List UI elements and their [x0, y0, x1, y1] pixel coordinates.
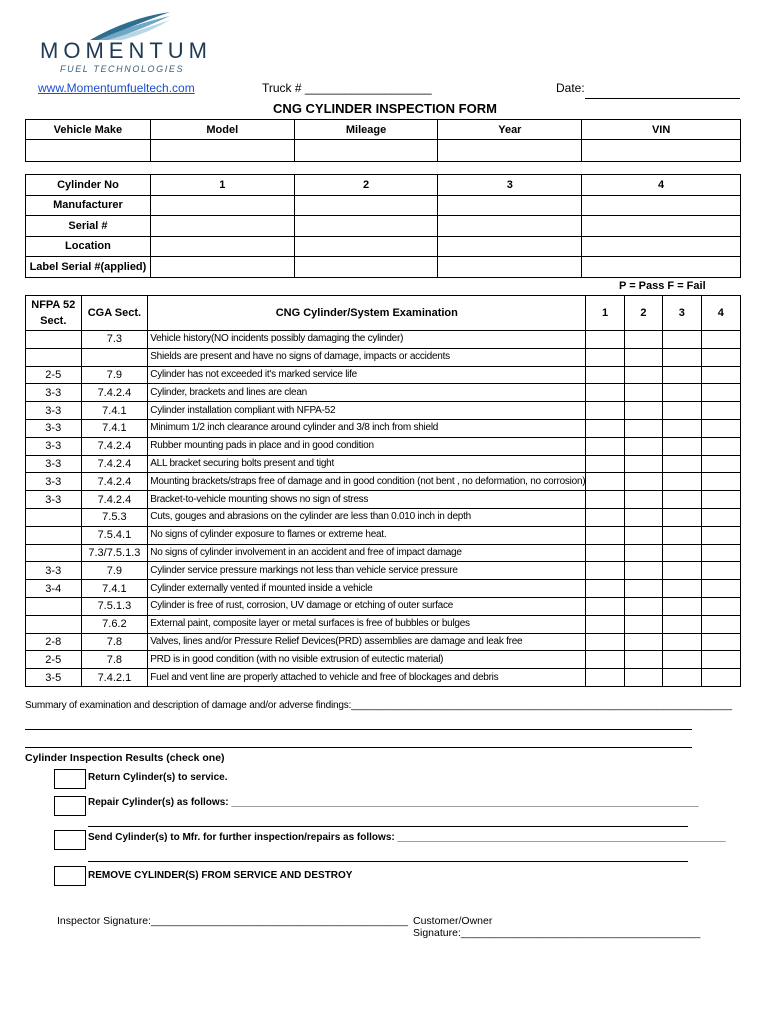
cylinder-cell[interactable] [438, 257, 582, 278]
summary-line[interactable] [25, 729, 692, 730]
cga-cell: 7.5.3 [81, 508, 148, 526]
cylinder-2-header: 2 [294, 175, 438, 196]
cga-cell [81, 348, 148, 366]
result-cell[interactable] [701, 419, 740, 437]
result-cell[interactable] [663, 419, 701, 437]
date-field[interactable] [585, 98, 740, 99]
col-1-header: 1 [586, 296, 624, 331]
cylinder-cell[interactable] [582, 195, 741, 216]
exam-row [26, 402, 741, 420]
result-cell[interactable] [586, 526, 624, 544]
exam-row [26, 615, 741, 633]
nfpa-cell: 3-3 [26, 491, 82, 509]
result-cell[interactable] [586, 473, 624, 491]
remove-checkbox[interactable] [54, 866, 86, 886]
exam-description: No signs of cylinder involvement in an accident and free of impact damage [148, 544, 586, 562]
exam-description: Mounting brackets/straps free of damage and in good condition (not bent , no deformation, no corrosion) [148, 473, 586, 491]
result-cell[interactable] [586, 419, 624, 437]
cylinder-cell[interactable] [150, 195, 294, 216]
result-cell[interactable] [701, 669, 740, 687]
cga-cell: 7.4.2.4 [81, 384, 148, 402]
result-cell[interactable] [586, 348, 624, 366]
result-cell[interactable] [624, 562, 662, 580]
exam-description: Cylinder, brackets and lines are clean [148, 384, 586, 402]
result-cell[interactable] [586, 615, 624, 633]
result-cell[interactable] [663, 508, 701, 526]
exam-row [26, 562, 741, 580]
cga-cell: 7.8 [81, 651, 148, 669]
result-cell[interactable] [624, 633, 662, 651]
cga-cell: 7.4.1 [81, 580, 148, 598]
result-cell[interactable] [701, 491, 740, 509]
result-cell[interactable] [701, 580, 740, 598]
result-cell[interactable] [663, 348, 701, 366]
cga-cell: 7.6.2 [81, 615, 148, 633]
remove-option: REMOVE CYLINDER(S) FROM SERVICE AND DESTROY [88, 870, 353, 881]
result-cell[interactable] [624, 651, 662, 669]
result-cell[interactable] [701, 473, 740, 491]
nfpa-cell [26, 597, 82, 615]
result-cell[interactable] [624, 669, 662, 687]
result-cell[interactable] [701, 366, 740, 384]
result-cell[interactable] [586, 597, 624, 615]
result-cell[interactable] [586, 562, 624, 580]
exam-description: Cylinder is free of rust, corrosion, UV damage or etching of outer surface [148, 597, 586, 615]
result-cell[interactable] [663, 562, 701, 580]
nfpa-cell [26, 331, 82, 349]
exam-header: CNG Cylinder/System Examination [148, 296, 586, 331]
exam-row [26, 508, 741, 526]
send-option: Send Cylinder(s) to Mfr. for further inspection/repairs as follows: ___________________________________________________________ [88, 832, 726, 843]
repair-option: Repair Cylinder(s) as follows: ____________________________________________________________________________________ [88, 797, 699, 808]
label-serial-label: Label Serial #(applied) [26, 257, 151, 278]
return-checkbox[interactable] [54, 769, 86, 789]
repair-checkbox[interactable] [54, 796, 86, 816]
cylinder-cell[interactable] [294, 236, 438, 257]
result-cell[interactable] [624, 508, 662, 526]
nfpa-cell: 2-5 [26, 366, 82, 384]
manufacturer-label: Manufacturer [26, 195, 151, 216]
form-title: CNG CYLINDER INSPECTION FORM [273, 101, 497, 116]
result-cell[interactable] [624, 402, 662, 420]
year-cell[interactable] [438, 140, 582, 162]
nfpa-cell: 3-5 [26, 669, 82, 687]
cga-cell: 7.4.2.4 [81, 491, 148, 509]
exam-row [26, 384, 741, 402]
result-cell[interactable] [624, 544, 662, 562]
exam-description: Cylinder has not exceeded it's marked service life [148, 366, 586, 384]
exam-row [26, 544, 741, 562]
cylinder-1-header: 1 [150, 175, 294, 196]
result-cell[interactable] [663, 437, 701, 455]
cylinder-table [25, 174, 741, 278]
vin-header: VIN [582, 120, 741, 140]
return-option: Return Cylinder(s) to service. [88, 772, 228, 783]
nfpa-cell [26, 508, 82, 526]
cga-cell: 7.4.1 [81, 402, 148, 420]
exam-description: Valves, lines and/or Pressure Relief Devices(PRD) assemblies are damage and leak free [148, 633, 586, 651]
exam-row [26, 580, 741, 598]
result-cell[interactable] [701, 331, 740, 349]
cga-cell: 7.9 [81, 366, 148, 384]
result-cell[interactable] [663, 669, 701, 687]
vehicle-make-header: Vehicle Make [26, 120, 151, 140]
nfpa-header: NFPA 52 Sect. [26, 296, 82, 331]
result-cell[interactable] [701, 633, 740, 651]
result-cell[interactable] [663, 331, 701, 349]
result-cell[interactable] [624, 366, 662, 384]
cylinder-cell[interactable] [582, 236, 741, 257]
exam-row [26, 473, 741, 491]
exam-table [25, 295, 741, 687]
serial-label: Serial # [26, 216, 151, 237]
result-cell[interactable] [701, 562, 740, 580]
result-cell[interactable] [701, 544, 740, 562]
mileage-header: Mileage [294, 120, 438, 140]
nfpa-cell: 3-3 [26, 473, 82, 491]
customer-signature[interactable]: Customer/Owner Signature:_________________________________________ [413, 915, 701, 939]
location-label: Location [26, 236, 151, 257]
nfpa-cell: 3-4 [26, 580, 82, 598]
result-cell[interactable] [586, 384, 624, 402]
logo-name: MOMENTUM [40, 38, 212, 63]
result-cell[interactable] [624, 348, 662, 366]
result-cell[interactable] [586, 580, 624, 598]
exam-description: Minimum 1/2 inch clearance around cylinder and 3/8 inch from shield [148, 419, 586, 437]
exam-description: Cylinder externally vented if mounted inside a vehicle [148, 580, 586, 598]
logo-subtitle: FUEL TECHNOLOGIES [60, 64, 185, 74]
result-cell[interactable] [624, 437, 662, 455]
send-line[interactable] [88, 861, 688, 862]
exam-description: PRD is in good condition (with no visible extrusion of eutectic material) [148, 651, 586, 669]
result-cell[interactable] [624, 473, 662, 491]
exam-row [26, 455, 741, 473]
exam-row [26, 437, 741, 455]
nfpa-cell [26, 526, 82, 544]
result-cell[interactable] [624, 384, 662, 402]
cylinder-4-header: 4 [582, 175, 741, 196]
exam-description: Cylinder installation compliant with NFPA-52 [148, 402, 586, 420]
exam-row [26, 669, 741, 687]
result-cell[interactable] [586, 508, 624, 526]
exam-row [26, 331, 741, 349]
date-label: Date: [556, 81, 585, 95]
pass-fail-legend: P = Pass F = Fail [619, 280, 706, 292]
result-cell[interactable] [701, 455, 740, 473]
cga-cell: 7.3 [81, 331, 148, 349]
cylinder-3-header: 3 [438, 175, 582, 196]
exam-description: Fuel and vent line are properly attached to vehicle and free of blockages and debris [148, 669, 586, 687]
cylinder-cell[interactable] [582, 257, 741, 278]
result-cell[interactable] [663, 633, 701, 651]
exam-description: Vehicle history(NO incidents possibly damaging the cylinder) [148, 331, 586, 349]
result-cell[interactable] [701, 384, 740, 402]
result-cell[interactable] [624, 331, 662, 349]
model-cell[interactable] [150, 140, 294, 162]
col-3-header: 3 [663, 296, 701, 331]
cga-cell: 7.8 [81, 633, 148, 651]
cylinder-cell[interactable] [150, 236, 294, 257]
exam-row [26, 526, 741, 544]
result-cell[interactable] [663, 651, 701, 669]
result-cell[interactable] [701, 651, 740, 669]
nfpa-cell: 2-5 [26, 651, 82, 669]
cga-cell: 7.4.2.4 [81, 437, 148, 455]
cylinder-cell[interactable] [150, 216, 294, 237]
cga-cell: 7.4.1 [81, 419, 148, 437]
exam-description: External paint, composite layer or metal surfaces is free of bubbles or bulges [148, 615, 586, 633]
cga-cell: 7.4.2.4 [81, 473, 148, 491]
result-cell[interactable] [663, 544, 701, 562]
result-cell[interactable] [586, 331, 624, 349]
summary-label: Summary of examination and description of damage and/or adverse findings:_______________________________________________________________________ [25, 700, 732, 711]
cylinder-cell[interactable] [582, 216, 741, 237]
exam-description: Cuts, gouges and abrasions on the cylinder are less than 0.010 inch in depth [148, 508, 586, 526]
cylinder-cell[interactable] [438, 236, 582, 257]
cga-cell: 7.3/7.5.1.3 [81, 544, 148, 562]
result-cell[interactable] [586, 402, 624, 420]
result-cell[interactable] [701, 437, 740, 455]
nfpa-cell [26, 348, 82, 366]
result-cell[interactable] [701, 615, 740, 633]
exam-row [26, 348, 741, 366]
inspector-signature[interactable]: Inspector Signature:____________________________________________ [57, 915, 408, 927]
result-cell[interactable] [586, 651, 624, 669]
result-cell[interactable] [624, 419, 662, 437]
result-cell[interactable] [701, 348, 740, 366]
exam-row [26, 419, 741, 437]
result-cell[interactable] [663, 615, 701, 633]
exam-description: Cylinder service pressure markings not less than vehicle service pressure [148, 562, 586, 580]
exam-description: Rubber mounting pads in place and in good condition [148, 437, 586, 455]
mileage-cell[interactable] [294, 140, 438, 162]
result-cell[interactable] [624, 526, 662, 544]
result-cell[interactable] [701, 597, 740, 615]
result-cell[interactable] [701, 402, 740, 420]
result-cell[interactable] [701, 508, 740, 526]
result-cell[interactable] [586, 544, 624, 562]
exam-description: No signs of cylinder exposure to flames or extreme heat. [148, 526, 586, 544]
result-cell[interactable] [663, 491, 701, 509]
result-cell[interactable] [586, 437, 624, 455]
result-cell[interactable] [663, 455, 701, 473]
exam-row [26, 597, 741, 615]
result-cell[interactable] [586, 455, 624, 473]
nfpa-cell: 3-3 [26, 384, 82, 402]
nfpa-cell: 3-3 [26, 419, 82, 437]
result-cell[interactable] [586, 669, 624, 687]
result-cell[interactable] [624, 615, 662, 633]
col-2-header: 2 [624, 296, 662, 331]
send-checkbox[interactable] [54, 830, 86, 850]
exam-description: Shields are present and have no signs of damage, impacts or accidents [148, 348, 586, 366]
result-cell[interactable] [624, 597, 662, 615]
cylinder-cell[interactable] [438, 216, 582, 237]
truck-field[interactable]: Truck # ___________________ [262, 81, 432, 95]
cylinder-cell[interactable] [294, 216, 438, 237]
results-title: Cylinder Inspection Results (check one) [25, 752, 225, 764]
result-cell[interactable] [701, 526, 740, 544]
nfpa-cell [26, 615, 82, 633]
nfpa-cell: 2-8 [26, 633, 82, 651]
cylinder-cell[interactable] [150, 257, 294, 278]
cylinder-cell[interactable] [294, 195, 438, 216]
year-header: Year [438, 120, 582, 140]
result-cell[interactable] [624, 580, 662, 598]
summary-line[interactable] [25, 747, 692, 748]
col-4-header: 4 [701, 296, 740, 331]
nfpa-cell: 3-3 [26, 562, 82, 580]
exam-row [26, 366, 741, 384]
result-cell[interactable] [663, 580, 701, 598]
exam-description: ALL bracket securing bolts present and tight [148, 455, 586, 473]
cga-cell: 7.4.2.4 [81, 455, 148, 473]
result-cell[interactable] [663, 366, 701, 384]
vehicle-table [25, 119, 741, 162]
cylinder-no-header: Cylinder No [26, 175, 151, 196]
cga-cell: 7.5.4.1 [81, 526, 148, 544]
cga-header: CGA Sect. [81, 296, 148, 331]
result-cell[interactable] [663, 526, 701, 544]
cylinder-cell[interactable] [438, 195, 582, 216]
result-cell[interactable] [624, 491, 662, 509]
vehicle-make-cell[interactable] [26, 140, 151, 162]
vin-cell[interactable] [582, 140, 741, 162]
result-cell[interactable] [663, 597, 701, 615]
cga-cell: 7.4.2.1 [81, 669, 148, 687]
result-cell[interactable] [663, 384, 701, 402]
model-header: Model [150, 120, 294, 140]
nfpa-cell [26, 544, 82, 562]
nfpa-cell: 3-3 [26, 455, 82, 473]
nfpa-cell: 3-3 [26, 437, 82, 455]
cylinder-cell[interactable] [294, 257, 438, 278]
exam-description: Bracket-to-vehicle mounting shows no sign of stress [148, 491, 586, 509]
website-link[interactable]: www.Momentumfueltech.com [38, 81, 195, 95]
result-cell[interactable] [586, 366, 624, 384]
result-cell[interactable] [624, 455, 662, 473]
nfpa-cell: 3-3 [26, 402, 82, 420]
result-cell[interactable] [663, 473, 701, 491]
exam-row [26, 491, 741, 509]
exam-row [26, 633, 741, 651]
repair-line[interactable] [88, 826, 688, 827]
result-cell[interactable] [586, 633, 624, 651]
result-cell[interactable] [586, 491, 624, 509]
exam-row [26, 651, 741, 669]
cga-cell: 7.9 [81, 562, 148, 580]
result-cell[interactable] [663, 402, 701, 420]
cga-cell: 7.5.1.3 [81, 597, 148, 615]
